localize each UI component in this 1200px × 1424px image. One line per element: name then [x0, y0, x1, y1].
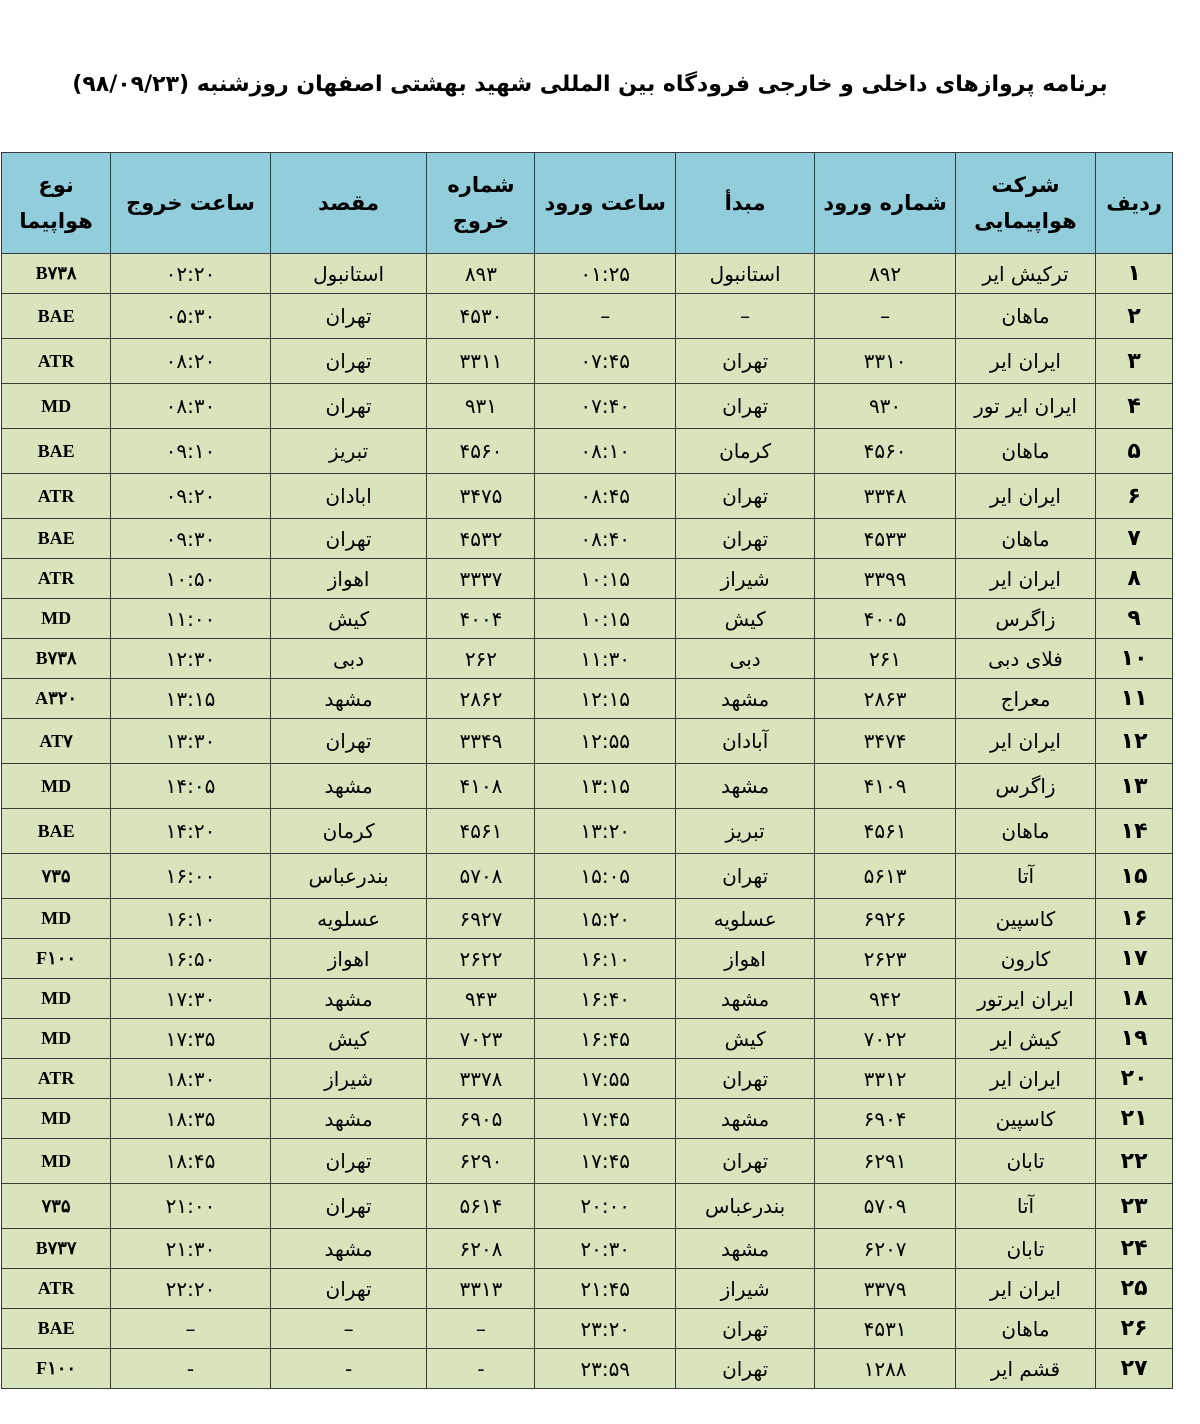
departure-time-cell: ۲۱:۳۰	[111, 1229, 271, 1269]
arrival-time-cell: ۲۳:۲۰	[535, 1309, 675, 1349]
origin-cell: اهواز	[675, 939, 814, 979]
departure-time-cell: ۱۴:۰۵	[111, 764, 271, 809]
aircraft-cell: BAE	[2, 519, 111, 559]
origin-cell: شیراز	[675, 559, 814, 599]
origin-cell: مشهد	[675, 1099, 814, 1139]
aircraft-cell: MD	[2, 764, 111, 809]
arrival-number-cell: ۳۴۷۴	[815, 719, 955, 764]
departure-number-cell: ۶۹۰۵	[427, 1099, 535, 1139]
table-row	[2, 1099, 1173, 1139]
airline-cell: ایران ایرتور	[955, 979, 1095, 1019]
destination-cell: کیش	[270, 599, 427, 639]
row-number-cell: ۲۷	[1096, 1349, 1173, 1389]
departure-time-cell: ۱۷:۳۵	[111, 1019, 271, 1059]
table-row	[2, 939, 1173, 979]
aircraft-cell: MD	[2, 384, 111, 429]
departure-number-cell: ۴۵۶۰	[427, 429, 535, 474]
destination-cell: مشهد	[270, 679, 427, 719]
destination-cell: تهران	[270, 384, 427, 429]
aircraft-cell: MD	[2, 979, 111, 1019]
arrival-time-cell: ۰۸:۴۰	[535, 519, 675, 559]
departure-time-cell: ۰۲:۲۰	[111, 254, 271, 294]
arrival-number-cell: ۵۶۱۳	[815, 854, 955, 899]
table-row	[2, 339, 1173, 384]
aircraft-cell: BAE	[2, 294, 111, 339]
table-row	[2, 1059, 1173, 1099]
origin-cell: مشهد	[675, 764, 814, 809]
arrival-time-cell: ۱۰:۱۵	[535, 599, 675, 639]
airline-cell: ماهان	[955, 809, 1095, 854]
departure-time-cell: ۲۱:۰۰	[111, 1184, 271, 1229]
airline-cell: تابان	[955, 1229, 1095, 1269]
arrival-time-cell: ۱۶:۴۵	[535, 1019, 675, 1059]
arrival-number-cell: ۵۷۰۹	[815, 1184, 955, 1229]
arrival-number-cell: ۱۲۸۸	[815, 1349, 955, 1389]
origin-cell: تهران	[675, 854, 814, 899]
arrival-number-cell: ۳۳۹۹	[815, 559, 955, 599]
row-number-cell: ۱	[1096, 254, 1173, 294]
departure-time-cell: ۰۹:۳۰	[111, 519, 271, 559]
destination-cell: ابادان	[270, 474, 427, 519]
destination-cell: تبریز	[270, 429, 427, 474]
departure-number-cell: ۳۴۷۵	[427, 474, 535, 519]
table-row	[2, 294, 1173, 339]
departure-number-cell: ۵۶۱۴	[427, 1184, 535, 1229]
origin-cell: استانبول	[675, 254, 814, 294]
header-aircraft: نوع هواپیما	[2, 153, 111, 254]
destination-cell: تهران	[270, 339, 427, 384]
arrival-time-cell: ۱۵:۰۵	[535, 854, 675, 899]
aircraft-cell: BAE	[2, 809, 111, 854]
arrival-time-cell: ۱۰:۱۵	[535, 559, 675, 599]
airline-cell: زاگرس	[955, 764, 1095, 809]
destination-cell: اهواز	[270, 939, 427, 979]
table-row	[2, 979, 1173, 1019]
departure-number-cell: ۴۰۰۴	[427, 599, 535, 639]
table-row	[2, 519, 1173, 559]
arrival-number-cell: ۳۳۴۸	[815, 474, 955, 519]
departure-number-cell: ۳۳۴۹	[427, 719, 535, 764]
aircraft-cell: B۷۳۷	[2, 1229, 111, 1269]
origin-cell: تهران	[675, 1139, 814, 1184]
table-row	[2, 1139, 1173, 1184]
row-number-cell: ۱۰	[1096, 639, 1173, 679]
arrival-number-cell: ۴۵۳۳	[815, 519, 955, 559]
destination-cell: کرمان	[270, 809, 427, 854]
destination-cell: شیراز	[270, 1059, 427, 1099]
table-row	[2, 1309, 1173, 1349]
arrival-number-cell: ۴۵۶۰	[815, 429, 955, 474]
row-number-cell: ۱۹	[1096, 1019, 1173, 1059]
airline-cell: تابان	[955, 1139, 1095, 1184]
departure-number-cell: ۴۵۶۱	[427, 809, 535, 854]
departure-time-cell: ۱۲:۳۰	[111, 639, 271, 679]
aircraft-cell: AT۷	[2, 719, 111, 764]
row-number-cell: ۲۵	[1096, 1269, 1173, 1309]
departure-number-cell: ۳۳۱۱	[427, 339, 535, 384]
table-row	[2, 764, 1173, 809]
airline-cell: ایران ایر	[955, 719, 1095, 764]
airline-cell: ماهان	[955, 519, 1095, 559]
aircraft-cell: B۷۳۸	[2, 254, 111, 294]
row-number-cell: ۱۵	[1096, 854, 1173, 899]
departure-time-cell: ۰۸:۳۰	[111, 384, 271, 429]
aircraft-cell: BAE	[2, 429, 111, 474]
arrival-time-cell: ۱۲:۵۵	[535, 719, 675, 764]
origin-cell: –	[675, 294, 814, 339]
departure-time-cell: ۲۲:۲۰	[111, 1269, 271, 1309]
departure-time-cell: ۱۶:۵۰	[111, 939, 271, 979]
departure-time-cell: ۱۸:۳۵	[111, 1099, 271, 1139]
destination-cell: تهران	[270, 519, 427, 559]
arrival-time-cell: ۱۳:۲۰	[535, 809, 675, 854]
header-arrival-time: ساعت ورود	[535, 153, 675, 254]
origin-cell: بندرعباس	[675, 1184, 814, 1229]
aircraft-cell: ATR	[2, 1059, 111, 1099]
airline-cell: آتا	[955, 854, 1095, 899]
destination-cell: تهران	[270, 1269, 427, 1309]
destination-cell: مشهد	[270, 764, 427, 809]
airline-cell: ایران ایر	[955, 339, 1095, 384]
arrival-number-cell: ۷۰۲۲	[815, 1019, 955, 1059]
arrival-time-cell: ۱۲:۱۵	[535, 679, 675, 719]
airline-cell: ایران ایر	[955, 1269, 1095, 1309]
table-row	[2, 639, 1173, 679]
arrival-time-cell: ۲۰:۳۰	[535, 1229, 675, 1269]
destination-cell: کیش	[270, 1019, 427, 1059]
departure-number-cell: ۶۲۹۰	[427, 1139, 535, 1184]
row-number-cell: ۹	[1096, 599, 1173, 639]
row-number-cell: ۲۶	[1096, 1309, 1173, 1349]
arrival-time-cell: ۰۸:۱۰	[535, 429, 675, 474]
row-number-cell: ۲	[1096, 294, 1173, 339]
departure-time-cell: ۰۵:۳۰	[111, 294, 271, 339]
destination-cell: دبی	[270, 639, 427, 679]
airline-cell: کیش ایر	[955, 1019, 1095, 1059]
airline-cell: کاسپین	[955, 1099, 1095, 1139]
airline-cell: ماهان	[955, 1309, 1095, 1349]
table-row	[2, 1019, 1173, 1059]
destination-cell: تهران	[270, 294, 427, 339]
flight-schedule-table	[1, 152, 1173, 1389]
row-number-cell: ۲۰	[1096, 1059, 1173, 1099]
arrival-time-cell: ۱۷:۵۵	[535, 1059, 675, 1099]
aircraft-cell: BAE	[2, 1309, 111, 1349]
departure-number-cell: ۶۹۲۷	[427, 899, 535, 939]
origin-cell: تهران	[675, 1309, 814, 1349]
arrival-number-cell: ۴۵۳۱	[815, 1309, 955, 1349]
row-number-cell: ۳	[1096, 339, 1173, 384]
header-arrival-number: شماره ورود	[815, 153, 955, 254]
departure-number-cell: –	[427, 1309, 535, 1349]
arrival-time-cell: ۱۶:۴۰	[535, 979, 675, 1019]
arrival-number-cell: ۲۶۱	[815, 639, 955, 679]
aircraft-cell: ۷۳۵	[2, 854, 111, 899]
aircraft-cell: MD	[2, 1099, 111, 1139]
airline-cell: زاگرس	[955, 599, 1095, 639]
departure-time-cell: ۱۱:۰۰	[111, 599, 271, 639]
aircraft-cell: F۱۰۰	[2, 939, 111, 979]
table-row	[2, 384, 1173, 429]
arrival-number-cell: ۳۳۷۹	[815, 1269, 955, 1309]
destination-cell: بندرعباس	[270, 854, 427, 899]
row-number-cell: ۵	[1096, 429, 1173, 474]
departure-time-cell: ۱۳:۱۵	[111, 679, 271, 719]
departure-number-cell: ۴۵۳۲	[427, 519, 535, 559]
destination-cell: عسلویه	[270, 899, 427, 939]
row-number-cell: ۱۱	[1096, 679, 1173, 719]
aircraft-cell: ۷۳۵	[2, 1184, 111, 1229]
airline-cell: کاسپین	[955, 899, 1095, 939]
departure-number-cell: ۹۳۱	[427, 384, 535, 429]
table-row	[2, 1184, 1173, 1229]
page-title: برنامه پروازهای داخلی و خارجی فرودگاه بین المللی شهید بهشتی اصفهان روزشنبه (۹۸/۰۹/۲۳)	[72, 72, 1108, 97]
row-number-cell: ۲۳	[1096, 1184, 1173, 1229]
departure-number-cell: -	[427, 1349, 535, 1389]
origin-cell: تهران	[675, 1059, 814, 1099]
destination-cell: اهواز	[270, 559, 427, 599]
aircraft-cell: F۱۰۰	[2, 1349, 111, 1389]
departure-number-cell: ۶۲۰۸	[427, 1229, 535, 1269]
departure-time-cell: ۰۸:۲۰	[111, 339, 271, 384]
departure-time-cell: ۱۷:۳۰	[111, 979, 271, 1019]
arrival-number-cell: ۶۹۰۴	[815, 1099, 955, 1139]
origin-cell: کرمان	[675, 429, 814, 474]
table-row	[2, 254, 1173, 294]
arrival-time-cell: –	[535, 294, 675, 339]
departure-number-cell: ۳۳۳۷	[427, 559, 535, 599]
departure-time-cell: ۱۶:۱۰	[111, 899, 271, 939]
departure-time-cell: ۱۰:۵۰	[111, 559, 271, 599]
origin-cell: تهران	[675, 474, 814, 519]
arrival-time-cell: ۱۱:۳۰	[535, 639, 675, 679]
arrival-time-cell: ۰۷:۴۰	[535, 384, 675, 429]
destination-cell: تهران	[270, 1184, 427, 1229]
aircraft-cell: MD	[2, 599, 111, 639]
departure-number-cell: ۷۰۲۳	[427, 1019, 535, 1059]
origin-cell: تهران	[675, 1349, 814, 1389]
airline-cell: ایران ایر تور	[955, 384, 1095, 429]
aircraft-cell: MD	[2, 899, 111, 939]
airline-cell: کارون	[955, 939, 1095, 979]
origin-cell: تهران	[675, 384, 814, 429]
arrival-time-cell: ۲۰:۰۰	[535, 1184, 675, 1229]
arrival-time-cell: ۱۶:۱۰	[535, 939, 675, 979]
airline-cell: ماهان	[955, 294, 1095, 339]
aircraft-cell: MD	[2, 1139, 111, 1184]
arrival-number-cell: ۴۵۶۱	[815, 809, 955, 854]
arrival-time-cell: ۱۵:۲۰	[535, 899, 675, 939]
airline-cell: ترکیش ایر	[955, 254, 1095, 294]
airline-cell: فلای دبی	[955, 639, 1095, 679]
aircraft-cell: B۷۳۸	[2, 639, 111, 679]
table-row	[2, 854, 1173, 899]
arrival-time-cell: ۰۱:۲۵	[535, 254, 675, 294]
row-number-cell: ۸	[1096, 559, 1173, 599]
departure-time-cell: ۱۳:۳۰	[111, 719, 271, 764]
row-number-cell: ۲۲	[1096, 1139, 1173, 1184]
arrival-number-cell: ۹۳۰	[815, 384, 955, 429]
row-number-cell: ۷	[1096, 519, 1173, 559]
table-row	[2, 474, 1173, 519]
departure-number-cell: ۴۵۳۰	[427, 294, 535, 339]
row-number-cell: ۱۶	[1096, 899, 1173, 939]
origin-cell: شیراز	[675, 1269, 814, 1309]
arrival-time-cell: ۰۷:۴۵	[535, 339, 675, 384]
destination-cell: استانبول	[270, 254, 427, 294]
row-number-cell: ۱۴	[1096, 809, 1173, 854]
departure-time-cell: -	[111, 1349, 271, 1389]
departure-time-cell: ۱۶:۰۰	[111, 854, 271, 899]
departure-time-cell: ۰۹:۱۰	[111, 429, 271, 474]
departure-time-cell: ۱۸:۴۵	[111, 1139, 271, 1184]
departure-number-cell: ۵۷۰۸	[427, 854, 535, 899]
arrival-number-cell: ۶۲۰۷	[815, 1229, 955, 1269]
table-row	[2, 1229, 1173, 1269]
header-departure-number: شماره خروج	[427, 153, 535, 254]
departure-number-cell: ۳۳۱۳	[427, 1269, 535, 1309]
origin-cell: تهران	[675, 339, 814, 384]
departure-number-cell: ۸۹۳	[427, 254, 535, 294]
aircraft-cell: ATR	[2, 339, 111, 384]
row-number-cell: ۱۸	[1096, 979, 1173, 1019]
table-row	[2, 559, 1173, 599]
table-row	[2, 809, 1173, 854]
arrival-number-cell: ۶۹۲۶	[815, 899, 955, 939]
table-row	[2, 599, 1173, 639]
header-departure-time: ساعت خروج	[111, 153, 271, 254]
departure-time-cell: ۰۹:۲۰	[111, 474, 271, 519]
header-row-number: ردیف	[1096, 153, 1173, 254]
row-number-cell: ۲۴	[1096, 1229, 1173, 1269]
table-row	[2, 719, 1173, 764]
departure-time-cell: ۱۴:۲۰	[111, 809, 271, 854]
row-number-cell: ۲۱	[1096, 1099, 1173, 1139]
table-row	[2, 679, 1173, 719]
row-number-cell: ۱۳	[1096, 764, 1173, 809]
header-airline: شرکت هواپیمایی	[955, 153, 1095, 254]
departure-number-cell: ۲۶۲	[427, 639, 535, 679]
arrival-time-cell: ۲۳:۵۹	[535, 1349, 675, 1389]
arrival-number-cell: ۳۳۱۲	[815, 1059, 955, 1099]
arrival-number-cell: ۸۹۲	[815, 254, 955, 294]
airline-cell: قشم ایر	[955, 1349, 1095, 1389]
table-row	[2, 1349, 1173, 1389]
arrival-number-cell: ۲۸۶۳	[815, 679, 955, 719]
table-body	[2, 254, 1173, 1389]
destination-cell: تهران	[270, 1139, 427, 1184]
aircraft-cell: ATR	[2, 474, 111, 519]
departure-number-cell: ۴۱۰۸	[427, 764, 535, 809]
airline-cell: ایران ایر	[955, 1059, 1095, 1099]
origin-cell: عسلویه	[675, 899, 814, 939]
departure-time-cell: –	[111, 1309, 271, 1349]
departure-number-cell: ۹۴۳	[427, 979, 535, 1019]
aircraft-cell: A۳۲۰	[2, 679, 111, 719]
destination-cell: مشهد	[270, 1099, 427, 1139]
origin-cell: مشهد	[675, 979, 814, 1019]
arrival-number-cell: ۴۱۰۹	[815, 764, 955, 809]
departure-number-cell: ۲۶۲۲	[427, 939, 535, 979]
arrival-time-cell: ۱۷:۴۵	[535, 1099, 675, 1139]
aircraft-cell: ATR	[2, 1269, 111, 1309]
airline-cell: ایران ایر	[955, 559, 1095, 599]
row-number-cell: ۶	[1096, 474, 1173, 519]
origin-cell: دبی	[675, 639, 814, 679]
departure-time-cell: ۱۸:۳۰	[111, 1059, 271, 1099]
row-number-cell: ۴	[1096, 384, 1173, 429]
arrival-number-cell: ۶۲۹۱	[815, 1139, 955, 1184]
origin-cell: کیش	[675, 1019, 814, 1059]
destination-cell: مشهد	[270, 979, 427, 1019]
arrival-number-cell: ۳۳۱۰	[815, 339, 955, 384]
aircraft-cell: ATR	[2, 559, 111, 599]
airline-cell: ایران ایر	[955, 474, 1095, 519]
row-number-cell: ۱۲	[1096, 719, 1173, 764]
header-destination: مقصد	[270, 153, 427, 254]
departure-number-cell: ۳۳۷۸	[427, 1059, 535, 1099]
header-origin: مبدأ	[675, 153, 814, 254]
destination-cell: –	[270, 1309, 427, 1349]
arrival-time-cell: ۱۳:۱۵	[535, 764, 675, 809]
table-row	[2, 899, 1173, 939]
row-number-cell: ۱۷	[1096, 939, 1173, 979]
aircraft-cell: MD	[2, 1019, 111, 1059]
arrival-number-cell: ۹۴۲	[815, 979, 955, 1019]
airline-cell: ماهان	[955, 429, 1095, 474]
arrival-number-cell: –	[815, 294, 955, 339]
arrival-time-cell: ۱۷:۴۵	[535, 1139, 675, 1184]
table-row	[2, 1269, 1173, 1309]
table-row	[2, 429, 1173, 474]
arrival-time-cell: ۰۸:۴۵	[535, 474, 675, 519]
arrival-number-cell: ۴۰۰۵	[815, 599, 955, 639]
airline-cell: آتا	[955, 1184, 1095, 1229]
arrival-time-cell: ۲۱:۴۵	[535, 1269, 675, 1309]
origin-cell: مشهد	[675, 1229, 814, 1269]
arrival-number-cell: ۲۶۲۳	[815, 939, 955, 979]
destination-cell: تهران	[270, 719, 427, 764]
origin-cell: تبریز	[675, 809, 814, 854]
origin-cell: مشهد	[675, 679, 814, 719]
origin-cell: تهران	[675, 519, 814, 559]
departure-number-cell: ۲۸۶۲	[427, 679, 535, 719]
airline-cell: معراج	[955, 679, 1095, 719]
header-row	[2, 153, 1173, 254]
destination-cell: -	[270, 1349, 427, 1389]
origin-cell: آبادان	[675, 719, 814, 764]
origin-cell: کیش	[675, 599, 814, 639]
destination-cell: مشهد	[270, 1229, 427, 1269]
